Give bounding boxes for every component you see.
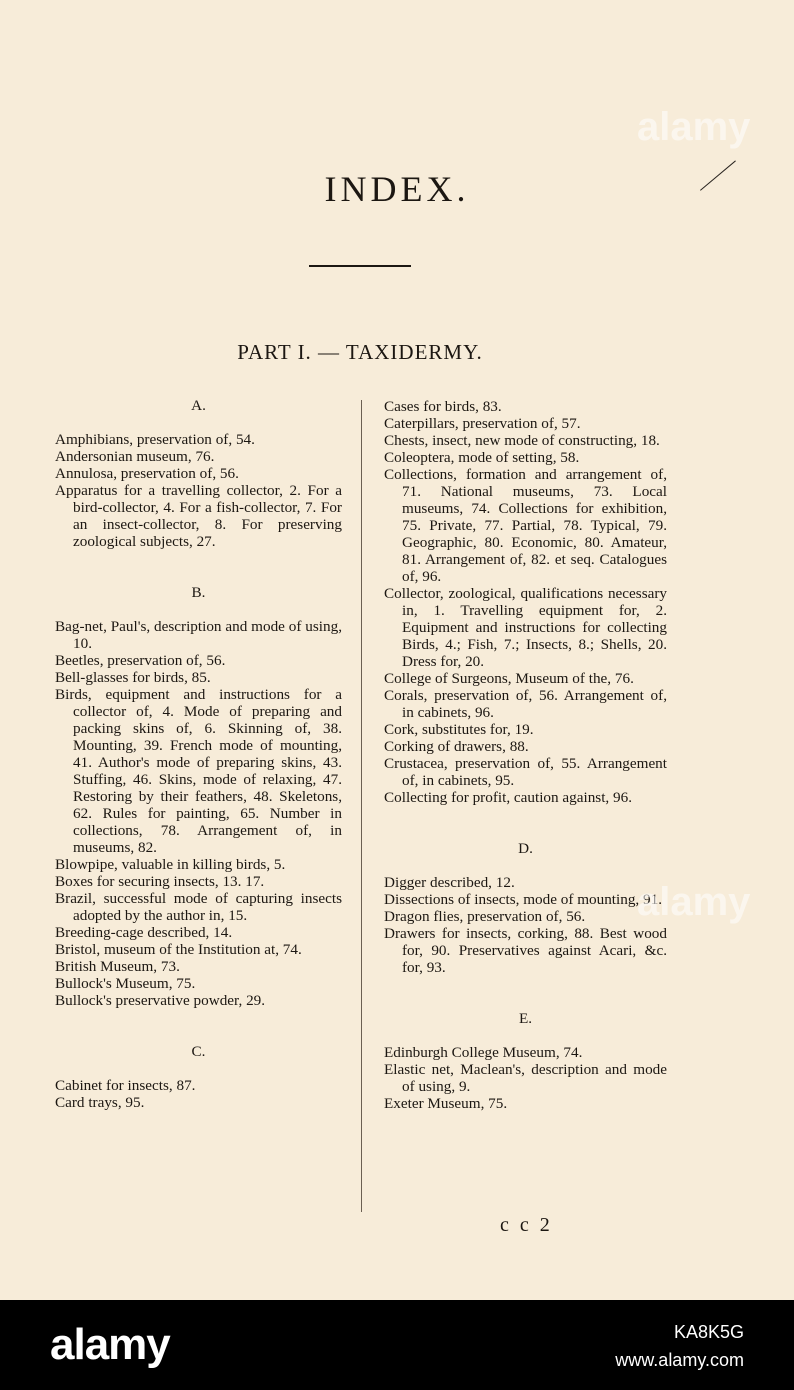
- part-heading: PART I. — TAXIDERMY.: [237, 340, 483, 364]
- index-entry: Crustacea, preservation of, 55. Arrangement of, in cabinets, 95.: [384, 755, 667, 789]
- alamy-logo: alamy: [50, 1320, 170, 1369]
- watermark: alamy: [637, 105, 751, 149]
- footer-banner: [0, 1300, 794, 1390]
- index-entry: Collecting for profit, caution against, 96.: [384, 789, 633, 806]
- index-entry: Blowpipe, valuable in killing birds, 5.: [55, 856, 286, 873]
- index-entry: Digger described, 12.: [384, 874, 515, 891]
- index-entry: British Museum, 73.: [55, 958, 180, 975]
- index-entry: Chests, insect, new mode of constructing, 18.: [384, 432, 660, 449]
- index-entry: Collector, zoological, qualifications necessary in, 1. Travelling equipment for, 2. Equipment and instructions for collecting Birds, 4.; Fish, 7.; Insects, 8.; Shells, 20. Dress for, 20.: [384, 585, 667, 670]
- index-entry: Bell-glasses for birds, 85.: [55, 669, 211, 686]
- title-rule: [309, 265, 411, 267]
- index-entry: Drawers for insects, corking, 88. Best wood for, 90. Preservatives against Acari, &c. for, 93.: [384, 925, 667, 976]
- index-entry: Edinburgh College Museum, 74.: [384, 1044, 583, 1061]
- index-entry: Bullock's preservative powder, 29.: [55, 992, 266, 1009]
- index-entry: Birds, equipment and instructions for a collector of, 4. Mode of preparing and packing skins of, 6. Skinning of, 38. Mounting, 39. French mode of mounting, 41. Author's mode of preparing skins, 43. Stuffing, 46. Skins, mode of relaxing, 47. Restoring by their feathers, 48. Skeletons, 62. Rules for painting, 65. Number in collections, 78. Arrangement of, in museums, 82.: [55, 686, 342, 856]
- watermark: alamy: [637, 880, 751, 924]
- page-title: INDEX.: [324, 169, 470, 209]
- index-entry: Exeter Museum, 75.: [384, 1095, 508, 1112]
- index-entry: Coleoptera, mode of setting, 58.: [384, 449, 580, 466]
- index-entry: Cases for birds, 83.: [384, 398, 502, 415]
- index-entry: Annulosa, preservation of, 56.: [55, 465, 239, 482]
- section-letter-e: E.: [518, 1010, 533, 1027]
- index-entry: Andersonian museum, 76.: [55, 448, 215, 465]
- index-entry: Elastic net, Maclean's, description and mode of using, 9.: [384, 1061, 667, 1095]
- section-letter-a: A.: [191, 397, 206, 414]
- index-entry: Amphibians, preservation of, 54.: [55, 431, 255, 448]
- index-entry: Brazil, successful mode of capturing insects adopted by the author in, 15.: [55, 890, 342, 924]
- image-id: KA8K5G: [673, 1322, 744, 1342]
- index-entry: Cabinet for insects, 87.: [55, 1077, 196, 1094]
- index-entry: Caterpillars, preservation of, 57.: [384, 415, 581, 432]
- footer-url[interactable]: www.alamy.com: [615, 1350, 744, 1370]
- index-left-column: [55, 397, 342, 1111]
- index-right-column: [384, 398, 667, 1112]
- index-entry: Bristol, museum of the Institution at, 74.: [55, 941, 302, 958]
- index-entry: Corking of drawers, 88.: [384, 738, 529, 755]
- section-letter-c: C.: [191, 1043, 206, 1060]
- index-entry: Boxes for securing insects, 13. 17.: [55, 873, 265, 890]
- column-divider: [361, 400, 362, 1212]
- index-entry: Beetles, preservation of, 56.: [55, 652, 226, 669]
- section-letter-d: D.: [518, 840, 533, 857]
- index-entry: Breeding-cage described, 14.: [55, 924, 233, 941]
- index-entry: Corals, preservation of, 56. Arrangement of, in cabinets, 96.: [384, 687, 667, 721]
- index-entry: Bag-net, Paul's, description and mode of using, 10.: [55, 618, 342, 652]
- index-entry: Collections, formation and arrangement of, 71. National museums, 73. Local museums, 74. Collections for exhibition, 75. Private, 77. Partial, 78. Typical, 79. Geographic, 80. Economic, 80. Amateur, 81. Arrangement of, 82. et seq. Catalogues of, 96.: [384, 466, 667, 585]
- index-entry: Card trays, 95.: [55, 1094, 145, 1111]
- index-entry: Bullock's Museum, 75.: [55, 975, 196, 992]
- index-entry: Dragon flies, preservation of, 56.: [384, 908, 586, 925]
- index-entry: College of Surgeons, Museum of the, 76.: [384, 670, 634, 687]
- signature-mark: c c 2: [500, 1214, 553, 1236]
- index-entry: Dissections of insects, mode of mounting, 91.: [384, 891, 662, 908]
- section-letter-b: B.: [191, 584, 206, 601]
- index-entry: Apparatus for a travelling collector, 2. For a bird-collector, 4. For a fish-collector, 7. For an insect-collector, 8. For preserving zoological subjects, 27.: [55, 482, 342, 550]
- index-entry: Cork, substitutes for, 19.: [384, 721, 534, 738]
